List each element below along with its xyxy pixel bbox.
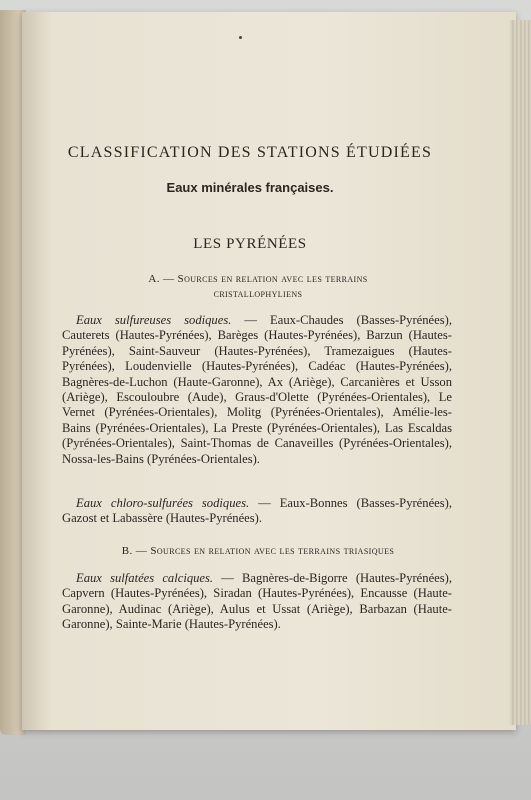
region-heading: LES PYRÉNÉES [193,236,307,252]
section-a-heading-line2: cristallophyliens [213,288,303,300]
paragraph-lead: Eaux sulfureuses sodiques. [76,313,232,327]
paragraph-chloro-sulfurees [62,496,452,527]
paragraph-lead: Eaux sulfatées calciques. [76,571,214,585]
paragraph-body: — Bagnères-de-Bigorre (Hautes-Pyrénées), Capvern (Hautes-Pyrénées), Siradan (Hautes-Pyrénées), Encausse (Haute-Garonne), Audinac (Ariège), Aulus et Ussat (Ariège), Barbazan (Haute-Garonne), Sainte-Marie (Hautes-Pyrénées). [62,571,452,632]
print-mark [239,36,242,39]
section-a-heading [68,272,448,302]
page-title: CLASSIFICATION DES STATIONS ÉTUDIÉES [67,144,433,161]
paragraph-lead: Eaux chloro-sulfurées sodiques. [76,496,250,510]
page-subtitle: Eaux minérales françaises. [166,180,334,195]
section-b-heading: B. — Sources en relation avec les terrains triasiques [121,545,395,557]
page-stack-edge [510,20,531,725]
paragraph-body: — Eaux-Bonnes (Basses-Pyrénées), Gazost et Labassère (Hautes-Pyrénées). [62,496,452,526]
paragraph-body: — Eaux-Chaudes (Basses-Pyrénées), Cauterets (Hautes-Pyrénées), Barèges (Hautes-Pyrénées), Barzun (Hautes-Pyrénées), Saint-Sauveur (Hautes-Pyrénées), Tramezaigues (Hautes-Pyrénées), Loudenvielle (Hautes-Pyrénées), Cadéac (Hautes-Pyrénées), Bagnères-de-Luchon (Haute-Garonne), Ax (Ariège), Carcanières et Usson (Ariège), Escouloubre (Aude), Graus-d'Olette (Pyrénées-Orientales), Le Vernet (Pyrénées-Orientales), Molitg (Pyrénées-Orientales), Amélie-les-Bains (Pyrénées-Orientales), La Preste (Pyrénées-Orientales), Las Escaldas (Pyrénées-Orientales), Saint-Thomas de Canaveilles (Pyrénées-Orientales), Nossa-les-Bains (Pyrénées-Orientales). [62,313,452,466]
paragraph-sulfatees [62,571,452,633]
section-a-heading-line1: A. — Sources en relation avec les terrains [148,273,368,285]
paragraph-sulfureuses [62,313,452,467]
